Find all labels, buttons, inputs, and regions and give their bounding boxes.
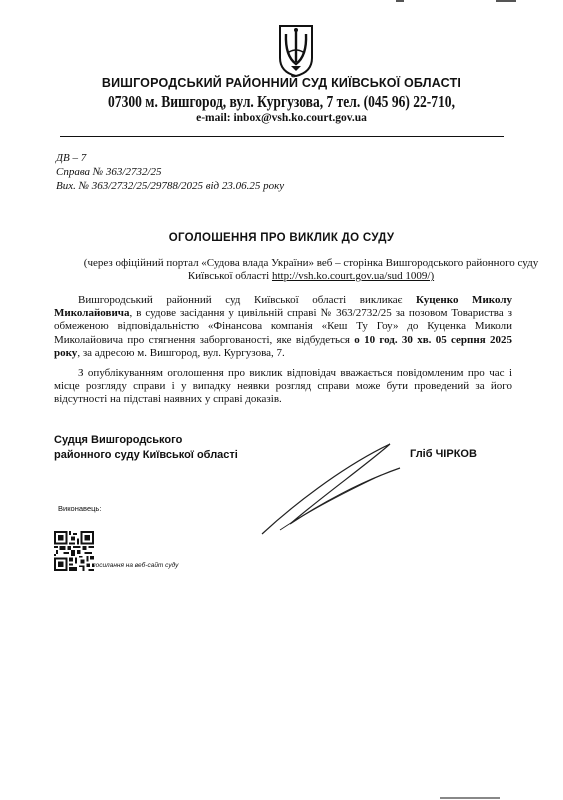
scan-mark <box>396 0 404 2</box>
court-address: 07300 м. Вишгород, вул. Кургузова, 7 тел. (045 96) 22-710, <box>108 92 455 111</box>
portal-text: (через офіційний портал «Судова влада України» веб – сторінка Вишгородського районного суду Київської області <box>83 257 539 282</box>
publication-paragraph: З опублікуванням оголошення про виклик відповідач вважається повідомленим про час і місце розгляду справи і у випадку неявки розгляд справи може бути проведений за його відсутності на підставі наявних у справі доказів. <box>54 367 512 406</box>
scan-mark <box>496 0 516 2</box>
case-number: Справа № 363/2732/25 <box>56 166 162 178</box>
scan-mark <box>440 797 500 799</box>
coat-of-arms-icon <box>276 22 316 78</box>
qr-caption: посилання на веб-сайт суду <box>92 562 179 569</box>
summons-address: , за адресою м. Вишгород, вул. Кургузова, 7. <box>77 346 285 359</box>
judge-position-line2: районного суду Київської області <box>54 449 238 461</box>
notice-title: ОГОЛОШЕННЯ ПРО ВИКЛИК ДО СУДУ <box>168 232 395 244</box>
judge-name: Гліб ЧІРКОВ <box>410 448 477 460</box>
court-name: ВИШГОРОДСЬКИЙ РАЙОННИЙ СУД КИЇВСЬКОЇ ОБЛАСТІ <box>101 76 462 90</box>
outgoing-number: Вих. № 363/2732/25/29788/2025 від 23.06.25 року <box>56 180 285 192</box>
defendant-name: Куценко Миколу Миколайовича <box>54 294 512 320</box>
summons-intro: Вишгородський районний суд Київської області викликає <box>78 294 416 306</box>
summons-paragraph <box>54 294 512 360</box>
judge-position-line1: Судця Вишгородського <box>54 434 183 446</box>
handwritten-signature <box>250 438 430 538</box>
summons-case-text: , в судове засідання у цивільній справі № 363/2732/25 за позовом Товариства з обмеженою відповідальністю «Фінансова компанія «Кеш Ту Гоу» до Куценка Миколи Миколайовича про стягнення заборгованості, яке відбудеться <box>54 307 512 346</box>
qr-code-icon[interactable] <box>54 531 94 571</box>
document-code: ДВ – 7 <box>56 152 87 164</box>
executor-label: Виконавець: <box>58 504 102 513</box>
portal-link[interactable]: http://vsh.ko.court.gov.ua/sud 1009/) <box>271 270 435 282</box>
judge-position <box>54 433 238 463</box>
hearing-date: о 10 год. 30 хв. 05 серпня 2025 року <box>54 333 512 359</box>
court-email: e-mail: inbox@vsh.ko.court.gov.ua <box>196 112 367 124</box>
header-divider <box>60 136 504 137</box>
portal-note <box>72 257 550 283</box>
